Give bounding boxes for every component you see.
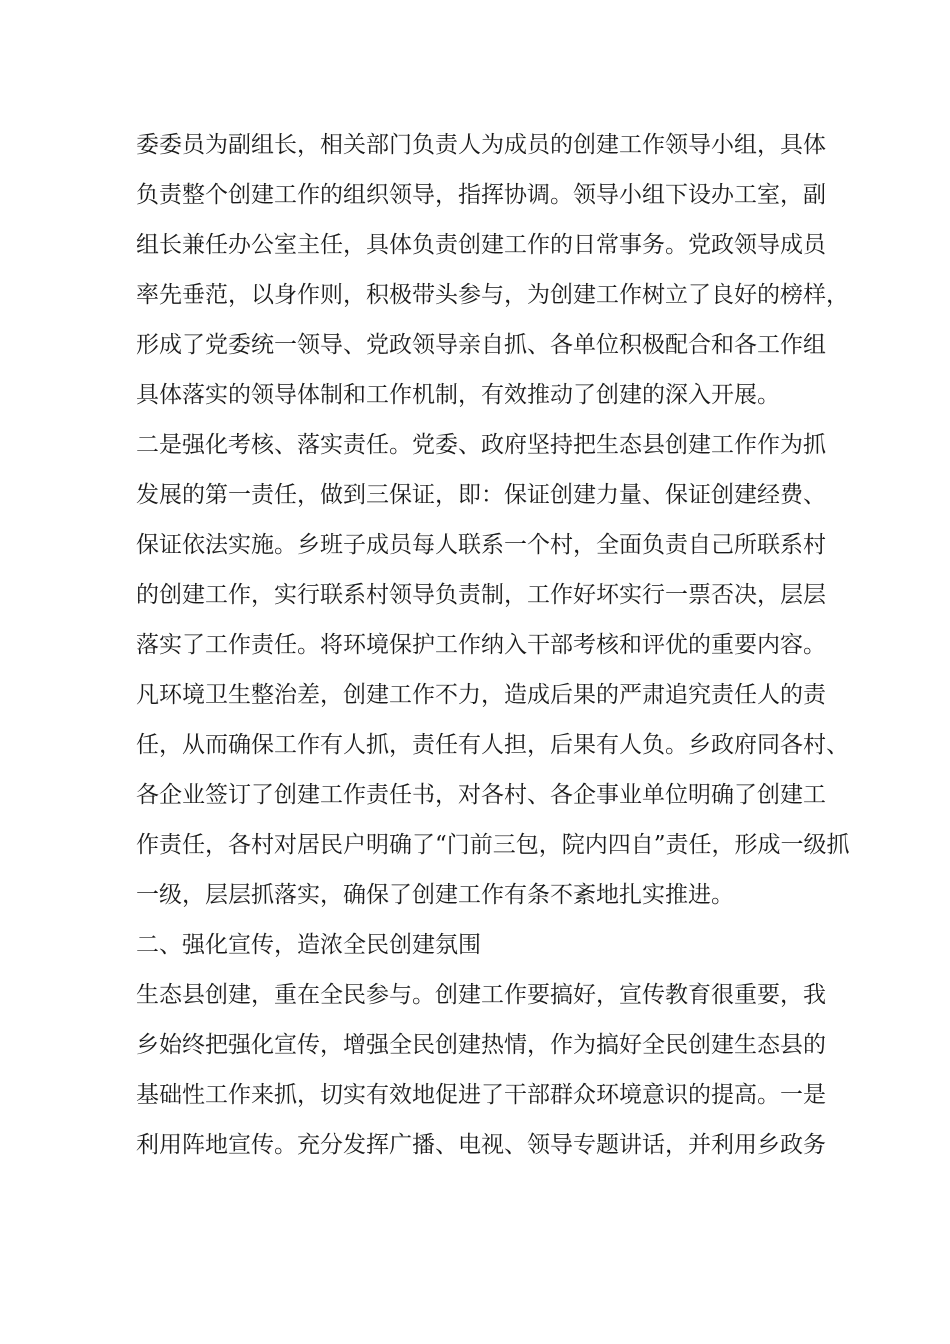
text-line: 发展的第一责任，做到三保证，即：保证创建力量、保证创建经费、 [136, 482, 826, 508]
text-line: 具体落实的领导体制和工作机制，有效推动了创建的深入开展。 [136, 382, 780, 408]
text-line: 凡环境卫生整治差，创建工作不力，造成后果的严肃追究责任人的责 [136, 682, 826, 708]
text-line: 率先垂范，以身作则，积极带头参与，为创建工作树立了良好的榜样， [136, 282, 849, 308]
text-line: 的创建工作，实行联系村领导负责制，工作好坏实行一票否决，层层 [136, 582, 826, 608]
text-line: 基础性工作来抓，切实有效地促进了干部群众环境意识的提高。一是 [136, 1082, 826, 1108]
text-line: 落实了工作责任。将环境保护工作纳入干部考核和评优的重要内容。 [136, 632, 826, 658]
text-line: 任，从而确保工作有人抓，责任有人担，后果有人负。乡政府同各村、 [136, 732, 849, 758]
text-line: 作责任，各村对居民户明确了“门前三包，院内四自”责任，形成一级抓 [136, 832, 850, 858]
text-line: 各企业签订了创建工作责任书，对各村、各企事业单位明确了创建工 [136, 782, 826, 808]
paragraph [136, 970, 826, 1170]
section-heading [136, 920, 816, 970]
document-body [136, 120, 850, 1170]
text-line: 二是强化考核、落实责任。党委、政府坚持把生态县创建工作作为抓 [136, 432, 826, 458]
text-line: 保证依法实施。乡班子成员每人联系一个村，全面负责自己所联系村 [136, 532, 826, 558]
paragraph [136, 420, 850, 920]
section-heading-text: 二、强化宣传，造浓全民创建氛围 [136, 932, 481, 958]
text-line: 乡始终把强化宣传，增强全民创建热情，作为搞好全民创建生态县的 [136, 1032, 826, 1058]
text-line: 一级，层层抓落实，确保了创建工作有条不紊地扎实推进。 [136, 882, 734, 908]
text-line: 生态县创建，重在全民参与。创建工作要搞好，宣传教育很重要，我 [136, 982, 826, 1008]
text-line: 利用阵地宣传。充分发挥广播、电视、领导专题讲话，并利用乡政务 [136, 1132, 826, 1158]
text-line: 委委员为副组长，相关部门负责人为成员的创建工作领导小组，具体 [136, 132, 826, 158]
text-line: 组长兼任办公室主任，具体负责创建工作的日常事务。党政领导成员 [136, 232, 826, 258]
text-line: 形成了党委统一领导、党政领导亲自抓、各单位积极配合和各工作组 [136, 332, 826, 358]
text-line: 负责整个创建工作的组织领导，指挥协调。领导小组下设办工室，副 [136, 182, 826, 208]
paragraph [136, 120, 849, 420]
